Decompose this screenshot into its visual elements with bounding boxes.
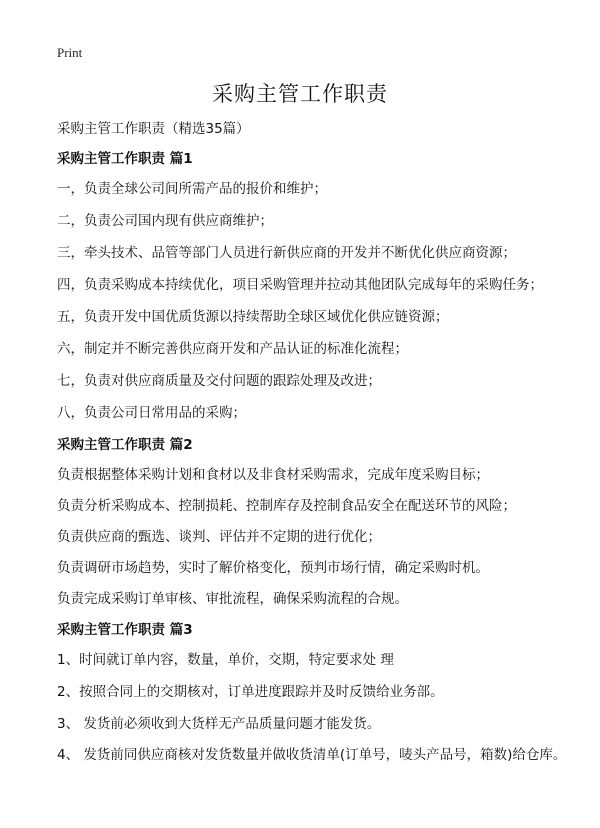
- list-item: 负责完成采购订单审核、审批流程，确保采购流程的合规。: [57, 591, 408, 607]
- list-item: 负责根据整体采购计划和食材以及非食材采购需求，完成年度采购目标；: [57, 467, 489, 483]
- list-item: 一，负责全球公司间所需产品的报价和维护；: [57, 181, 327, 197]
- list-item: 2、按照合同上的交期核对，订单进度跟踪并及时反馈给业务部。: [57, 684, 444, 700]
- list-item: 负责供应商的甄选、谈判、评估并不定期的进行优化；: [57, 529, 381, 545]
- section-heading: 采购主管工作职责 篇1: [57, 151, 193, 167]
- list-item: 五，负责开发中国优质货源以持续帮助全球区域优化供应链资源；: [57, 309, 449, 325]
- section-2: [57, 434, 577, 619]
- list-item: 负责分析采购成本、控制损耗、控制库存及控制食品安全在配送环节的风险；: [57, 498, 516, 514]
- section-3: [57, 619, 577, 777]
- list-item: 1、时间就订单内容，数量，单价，交期，特定要求处 理: [57, 652, 394, 668]
- section-heading: 采购主管工作职责 篇2: [57, 437, 193, 453]
- list-item: 二，负责公司国内现有供应商维护；: [57, 213, 273, 229]
- list-item: 三，牵头技术、品管等部门人员进行新供应商的开发并不断优化供应商资源；: [57, 245, 516, 261]
- page-title: 采购主管工作职责: [212, 82, 388, 106]
- list-item: 八，负责公司日常用品的采购；: [57, 405, 246, 421]
- section-heading: 采购主管工作职责 篇3: [57, 622, 193, 638]
- list-item: 六，制定并不断完善供应商开发和产品认证的标准化流程；: [57, 341, 408, 357]
- intro-text: 采购主管工作职责（精选35篇）: [57, 121, 250, 137]
- list-item: 七，负责对供应商质量及交付问题的跟踪处理及改进；: [57, 373, 381, 389]
- section-1: [57, 148, 577, 434]
- print-link[interactable]: Print: [57, 45, 83, 60]
- list-item: 四，负责采购成本持续优化，项目采购管理并拉动其他团队完成每年的采购任务；: [57, 277, 543, 293]
- list-item: 4、 发货前同供应商核对发货数量并做收货清单(订单号，唛头产品号，箱数)给仓库。: [57, 747, 567, 763]
- list-item: 负责调研市场趋势，实时了解价格变化，预判市场行情，确定采购时机。: [57, 560, 489, 576]
- document-body: [57, 118, 577, 777]
- list-item: 3、 发货前必须收到大货样无产品质量问题才能发货。: [57, 716, 381, 732]
